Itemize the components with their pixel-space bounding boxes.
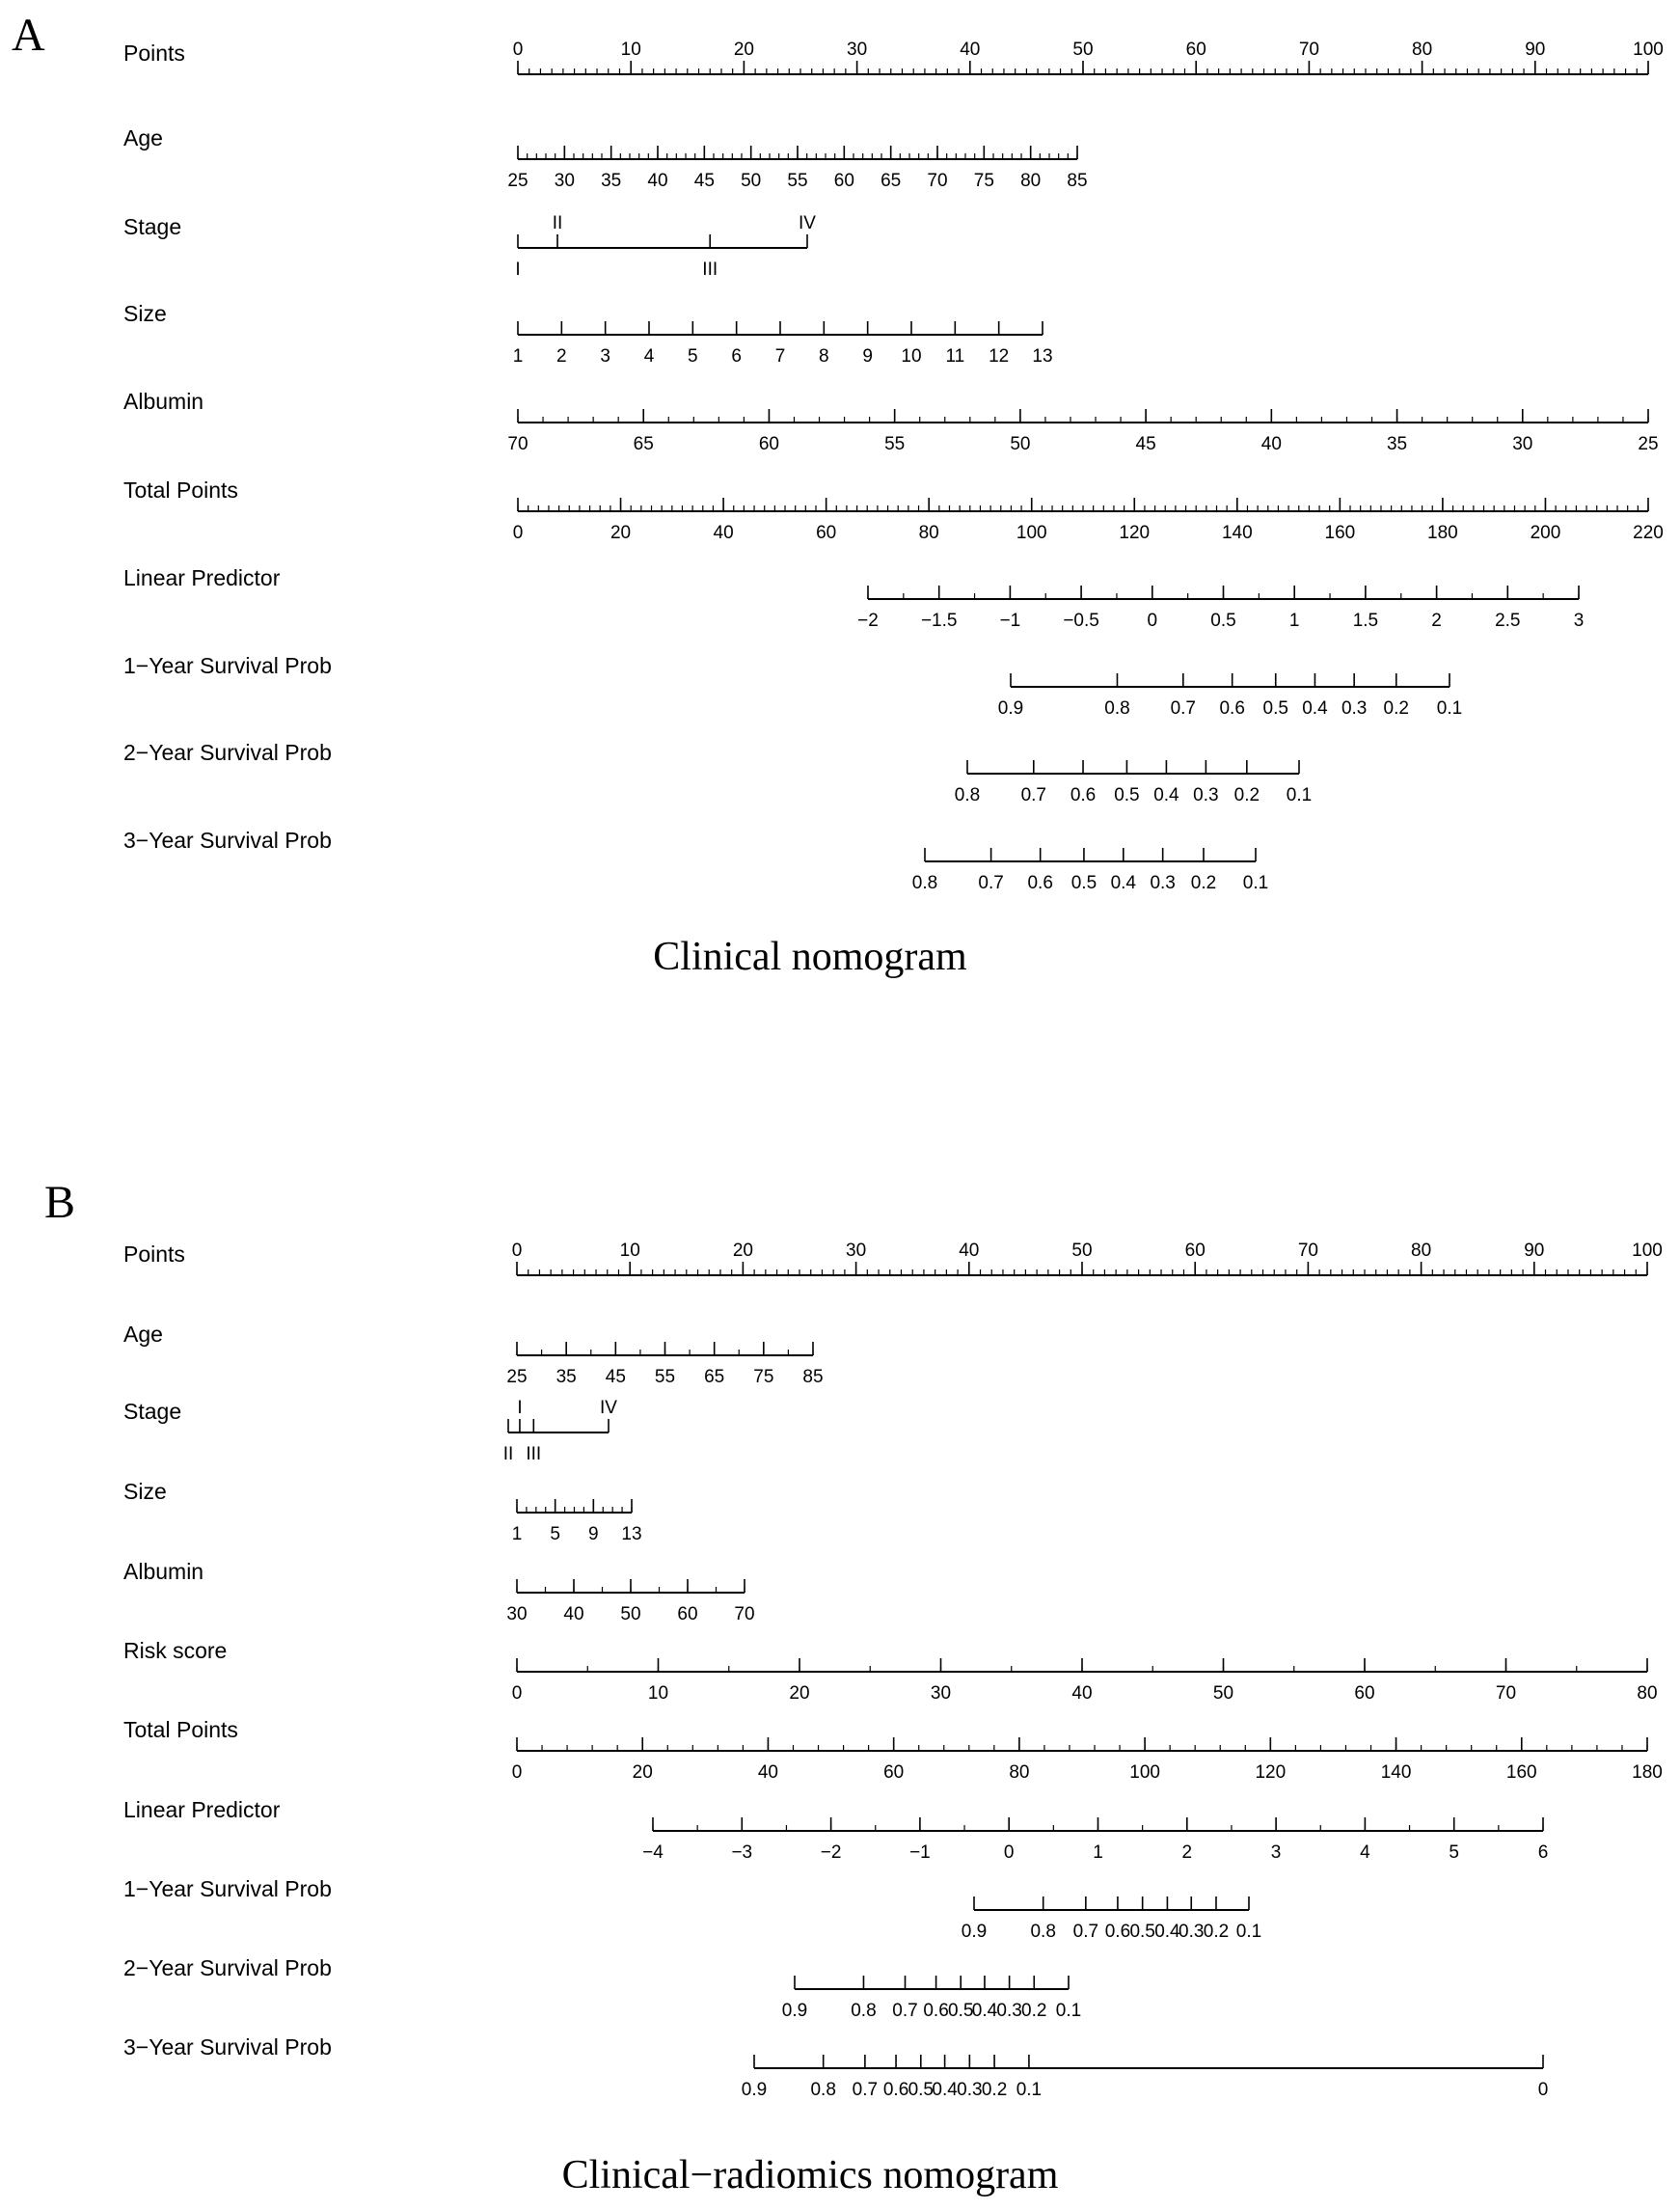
tick-label: 0.8 <box>810 2080 836 2100</box>
tick-label: 35 <box>601 171 622 191</box>
tick-label: 35 <box>1386 434 1408 454</box>
tick-label: 0.4 <box>1110 873 1137 893</box>
tick-label: 0 <box>1003 1842 1015 1863</box>
row-label: Risk score <box>123 1638 228 1663</box>
tick-label: IV <box>799 213 816 233</box>
tick-label: 80 <box>1020 171 1042 191</box>
tick-label: 0.8 <box>1030 1922 1056 1942</box>
tick-label: 0.6 <box>1219 698 1245 719</box>
row-label: Total Points <box>123 1717 238 1742</box>
panel-b <box>44 1177 1663 2197</box>
tick-label: 0.3 <box>1150 873 1176 893</box>
tick-label: 13 <box>1032 346 1053 367</box>
row-label: Albumin <box>123 389 204 414</box>
tick-label: 0.1 <box>1016 2080 1043 2100</box>
tick-label: 1 <box>1093 1842 1103 1863</box>
tick-label: 60 <box>883 1762 905 1783</box>
tick-label: 30 <box>846 1241 867 1261</box>
row-3-year-survival-prob <box>123 2034 1548 2100</box>
tick-label: 60 <box>833 171 854 191</box>
tick-label: 0 <box>1147 611 1158 631</box>
row-label: 3−Year Survival Prob <box>123 2034 332 2060</box>
tick-label: 80 <box>1009 1762 1030 1783</box>
row-1-year-survival-prob <box>123 1876 1261 1942</box>
tick-label: 1 <box>1288 611 1300 631</box>
tick-label: 160 <box>1324 523 1356 543</box>
tick-label: 60 <box>1354 1683 1375 1704</box>
tick-label: 140 <box>1380 1762 1412 1783</box>
tick-label: 100 <box>1632 1241 1663 1261</box>
tick-label: 8 <box>819 346 829 367</box>
tick-label: 85 <box>1067 171 1088 191</box>
tick-label: 220 <box>1633 523 1664 543</box>
tick-label: 9 <box>588 1524 599 1544</box>
tick-label: 6 <box>1537 1842 1549 1863</box>
row-label: Age <box>123 1322 163 1347</box>
row-2-year-survival-prob <box>123 1955 1081 2021</box>
row-linear-predictor <box>123 565 1584 631</box>
row-label: 2−Year Survival Prob <box>123 1955 332 1980</box>
tick-label: 70 <box>507 434 528 454</box>
tick-label: III <box>526 1444 542 1464</box>
tick-label: 6 <box>731 346 742 367</box>
tick-label: 0.1 <box>1235 1922 1262 1942</box>
row-points <box>123 1241 1663 1275</box>
tick-label: 0.8 <box>911 873 938 893</box>
tick-label: 40 <box>1071 1683 1093 1704</box>
tick-label: 30 <box>554 171 575 191</box>
tick-label: 0.5 <box>1210 611 1236 631</box>
tick-label: 50 <box>620 1604 641 1624</box>
tick-label: 0.2 <box>1190 873 1217 893</box>
tick-label: 90 <box>1524 1241 1545 1261</box>
row-age <box>123 125 1088 191</box>
tick-label: 25 <box>506 1367 528 1387</box>
tick-label: 0 <box>1537 2080 1549 2100</box>
tick-label: 0.7 <box>852 2080 879 2100</box>
row-label: Linear Predictor <box>123 1797 281 1822</box>
tick-label: 20 <box>610 523 632 543</box>
panel-caption: Clinical−radiomics nomogram <box>561 2153 1059 2197</box>
tick-label: 10 <box>620 40 641 60</box>
tick-label: I <box>517 1398 523 1418</box>
tick-label: 0.7 <box>1170 698 1197 719</box>
tick-label: 0.5 <box>1129 1922 1155 1942</box>
tick-label: 70 <box>1495 1683 1517 1704</box>
tick-label: 0.8 <box>1104 698 1130 719</box>
tick-label: 90 <box>1525 40 1546 60</box>
tick-label: 180 <box>1427 523 1458 543</box>
tick-label: 10 <box>619 1241 640 1261</box>
row-total-points <box>123 477 1664 543</box>
tick-label: 3 <box>1270 1842 1282 1863</box>
tick-label: 0 <box>511 1241 523 1261</box>
tick-label: 0.4 <box>932 2080 958 2100</box>
row-label: 1−Year Survival Prob <box>123 1876 332 1901</box>
row-linear-predictor <box>123 1797 1548 1863</box>
tick-label: 0.7 <box>1072 1922 1099 1942</box>
tick-label: 1 <box>512 346 524 367</box>
tick-label: 0.2 <box>1203 1922 1230 1942</box>
tick-label: 0.9 <box>961 1922 988 1942</box>
tick-label: 0.5 <box>908 2080 935 2100</box>
tick-label: 0 <box>512 40 524 60</box>
tick-label: 45 <box>693 171 715 191</box>
tick-label: −3 <box>731 1842 753 1863</box>
row-albumin <box>123 389 1659 454</box>
tick-label: 4 <box>643 346 655 367</box>
tick-label: 0.4 <box>1154 1922 1180 1942</box>
row-label: Total Points <box>123 477 238 503</box>
tick-label: 0.1 <box>1055 2001 1082 2021</box>
tick-label: 80 <box>918 523 939 543</box>
tick-label: 10 <box>647 1683 669 1704</box>
tick-label: 80 <box>1412 40 1433 60</box>
tick-label: 0.5 <box>1114 785 1140 805</box>
tick-label: 80 <box>1411 1241 1432 1261</box>
tick-label: 60 <box>816 523 837 543</box>
tick-label: 0.5 <box>948 2001 974 2021</box>
tick-label: 0.8 <box>851 2001 877 2021</box>
tick-label: 25 <box>1638 434 1659 454</box>
tick-label: 0.2 <box>1383 698 1409 719</box>
tick-label: 0.8 <box>954 785 981 805</box>
tick-label: 65 <box>704 1367 725 1387</box>
tick-label: 0.5 <box>1070 873 1097 893</box>
tick-label: 0.6 <box>1070 785 1097 805</box>
tick-label: 20 <box>789 1683 810 1704</box>
tick-label: 100 <box>1129 1762 1160 1783</box>
tick-label: 0.6 <box>1104 1922 1131 1942</box>
tick-label: 40 <box>757 1762 779 1783</box>
tick-label: 40 <box>959 1241 980 1261</box>
tick-label: 25 <box>507 171 528 191</box>
row-label: 1−Year Survival Prob <box>123 653 332 678</box>
tick-label: −2 <box>820 1842 842 1863</box>
row-size <box>123 1479 642 1544</box>
row-2-year-survival-prob <box>123 740 1312 805</box>
tick-label: 55 <box>884 434 906 454</box>
tick-label: 100 <box>1633 40 1664 60</box>
tick-label: 0.3 <box>1341 698 1368 719</box>
tick-label: 0.6 <box>1027 873 1053 893</box>
tick-label: 5 <box>688 346 698 367</box>
tick-label: 3 <box>1573 611 1585 631</box>
tick-label: I <box>515 259 521 280</box>
tick-label: 0.7 <box>1020 785 1047 805</box>
tick-label: 75 <box>973 171 994 191</box>
tick-label: 0.6 <box>923 2001 949 2021</box>
tick-label: 12 <box>989 346 1010 367</box>
tick-label: 0.3 <box>957 2080 983 2100</box>
row-label: Stage <box>123 1399 182 1424</box>
tick-label: 40 <box>713 523 734 543</box>
row-label: Points <box>123 1241 185 1267</box>
tick-label: 1 <box>511 1524 523 1544</box>
tick-label: 0.7 <box>892 2001 918 2021</box>
tick-label: 60 <box>758 434 780 454</box>
tick-label: 7 <box>774 346 786 367</box>
tick-label: 160 <box>1505 1762 1537 1783</box>
tick-label: −1 <box>999 611 1021 631</box>
tick-label: 0.3 <box>996 2001 1022 2021</box>
tick-label: II <box>502 1444 514 1464</box>
row-label: Stage <box>123 214 182 239</box>
tick-label: 55 <box>654 1367 676 1387</box>
row-label: Points <box>123 41 185 66</box>
tick-label: 0.9 <box>997 698 1024 719</box>
tick-label: −4 <box>642 1842 664 1863</box>
tick-label: 140 <box>1221 523 1253 543</box>
tick-label: 13 <box>621 1524 642 1544</box>
panel-caption: Clinical nomogram <box>653 935 967 979</box>
tick-label: 1.5 <box>1352 611 1379 631</box>
tick-label: 20 <box>733 40 754 60</box>
tick-label: 0.1 <box>1286 785 1313 805</box>
tick-label: 75 <box>753 1367 774 1387</box>
tick-label: 40 <box>647 171 668 191</box>
tick-label: 45 <box>1135 434 1156 454</box>
tick-label: 45 <box>605 1367 626 1387</box>
tick-label: 0.9 <box>741 2080 768 2100</box>
tick-label: 2.5 <box>1495 611 1521 631</box>
tick-label: 180 <box>1632 1762 1663 1783</box>
tick-label: III <box>702 259 718 280</box>
tick-label: 0 <box>511 1762 523 1783</box>
tick-label: 30 <box>847 40 868 60</box>
tick-label: 60 <box>677 1604 698 1624</box>
tick-label: 40 <box>1260 434 1282 454</box>
tick-label: 0.1 <box>1242 873 1269 893</box>
tick-label: 50 <box>1071 1241 1093 1261</box>
tick-label: 0.4 <box>1153 785 1179 805</box>
tick-label: −1.5 <box>920 611 958 631</box>
row-label: Albumin <box>123 1559 204 1584</box>
tick-label: 40 <box>960 40 981 60</box>
tick-label: 0.9 <box>781 2001 808 2021</box>
tick-label: 0.3 <box>1179 1922 1205 1942</box>
tick-label: 0 <box>511 1683 523 1704</box>
tick-label: 0.4 <box>971 2001 998 2021</box>
tick-label: 100 <box>1016 523 1047 543</box>
tick-label: 20 <box>632 1762 653 1783</box>
row-label: Linear Predictor <box>123 565 281 590</box>
tick-label: −1 <box>909 1842 931 1863</box>
tick-label: 0.2 <box>1233 785 1260 805</box>
row-stage <box>123 213 816 280</box>
row-size <box>123 301 1053 367</box>
tick-label: 0.1 <box>1436 698 1463 719</box>
row-age <box>123 1322 824 1387</box>
tick-label: 30 <box>930 1683 952 1704</box>
tick-label: 0.2 <box>1021 2001 1047 2021</box>
tick-label: 4 <box>1360 1842 1370 1863</box>
row-label: Size <box>123 1479 167 1504</box>
tick-label: 5 <box>1449 1842 1459 1863</box>
tick-label: 2 <box>1431 611 1442 631</box>
row-total-points <box>123 1717 1663 1783</box>
tick-label: 50 <box>741 171 762 191</box>
row-label: Age <box>123 125 163 150</box>
row-stage <box>123 1398 617 1464</box>
tick-label: 70 <box>1298 40 1319 60</box>
tick-label: 120 <box>1119 523 1151 543</box>
tick-label: 10 <box>901 346 922 367</box>
tick-label: 2 <box>556 346 567 367</box>
panel-letter: A <box>12 10 45 61</box>
tick-label: 0 <box>512 523 524 543</box>
tick-label: −2 <box>857 611 879 631</box>
tick-label: 9 <box>862 346 873 367</box>
row-label: 2−Year Survival Prob <box>123 740 332 765</box>
tick-label: 40 <box>563 1604 584 1624</box>
tick-label: −0.5 <box>1063 611 1099 631</box>
row-risk-score <box>123 1638 1658 1704</box>
tick-label: 70 <box>927 171 948 191</box>
tick-label: 0.2 <box>981 2080 1008 2100</box>
tick-label: 50 <box>1072 40 1094 60</box>
tick-label: 30 <box>506 1604 528 1624</box>
tick-label: 30 <box>1512 434 1533 454</box>
tick-label: IV <box>600 1398 617 1418</box>
tick-label: 120 <box>1255 1762 1287 1783</box>
tick-label: 65 <box>881 171 902 191</box>
tick-label: 60 <box>1184 1241 1206 1261</box>
tick-label: 55 <box>787 171 808 191</box>
tick-label: 0.4 <box>1302 698 1328 719</box>
tick-label: 70 <box>1297 1241 1318 1261</box>
tick-label: 11 <box>945 346 965 367</box>
tick-label: 20 <box>732 1241 753 1261</box>
tick-label: 80 <box>1637 1683 1658 1704</box>
row-1-year-survival-prob <box>123 653 1462 719</box>
panel-letter: B <box>44 1177 76 1228</box>
tick-label: 5 <box>550 1524 560 1544</box>
tick-label: 50 <box>1212 1683 1234 1704</box>
tick-label: 0.3 <box>1193 785 1219 805</box>
tick-label: 0.7 <box>978 873 1004 893</box>
tick-label: 65 <box>633 434 654 454</box>
row-albumin <box>123 1559 755 1624</box>
tick-label: 0.5 <box>1262 698 1288 719</box>
row-points <box>123 40 1664 74</box>
tick-label: 70 <box>734 1604 755 1624</box>
tick-label: 35 <box>555 1367 577 1387</box>
tick-label: II <box>552 213 563 233</box>
row-label: Size <box>123 301 167 326</box>
row-3-year-survival-prob <box>123 828 1268 893</box>
panel-a <box>12 10 1664 979</box>
tick-label: 60 <box>1185 40 1206 60</box>
tick-label: 0.6 <box>882 2080 909 2100</box>
tick-label: 2 <box>1181 1842 1193 1863</box>
row-label: 3−Year Survival Prob <box>123 828 332 853</box>
tick-label: 50 <box>1010 434 1031 454</box>
tick-label: 85 <box>802 1367 824 1387</box>
tick-label: 3 <box>600 346 610 367</box>
tick-label: 200 <box>1530 523 1561 543</box>
